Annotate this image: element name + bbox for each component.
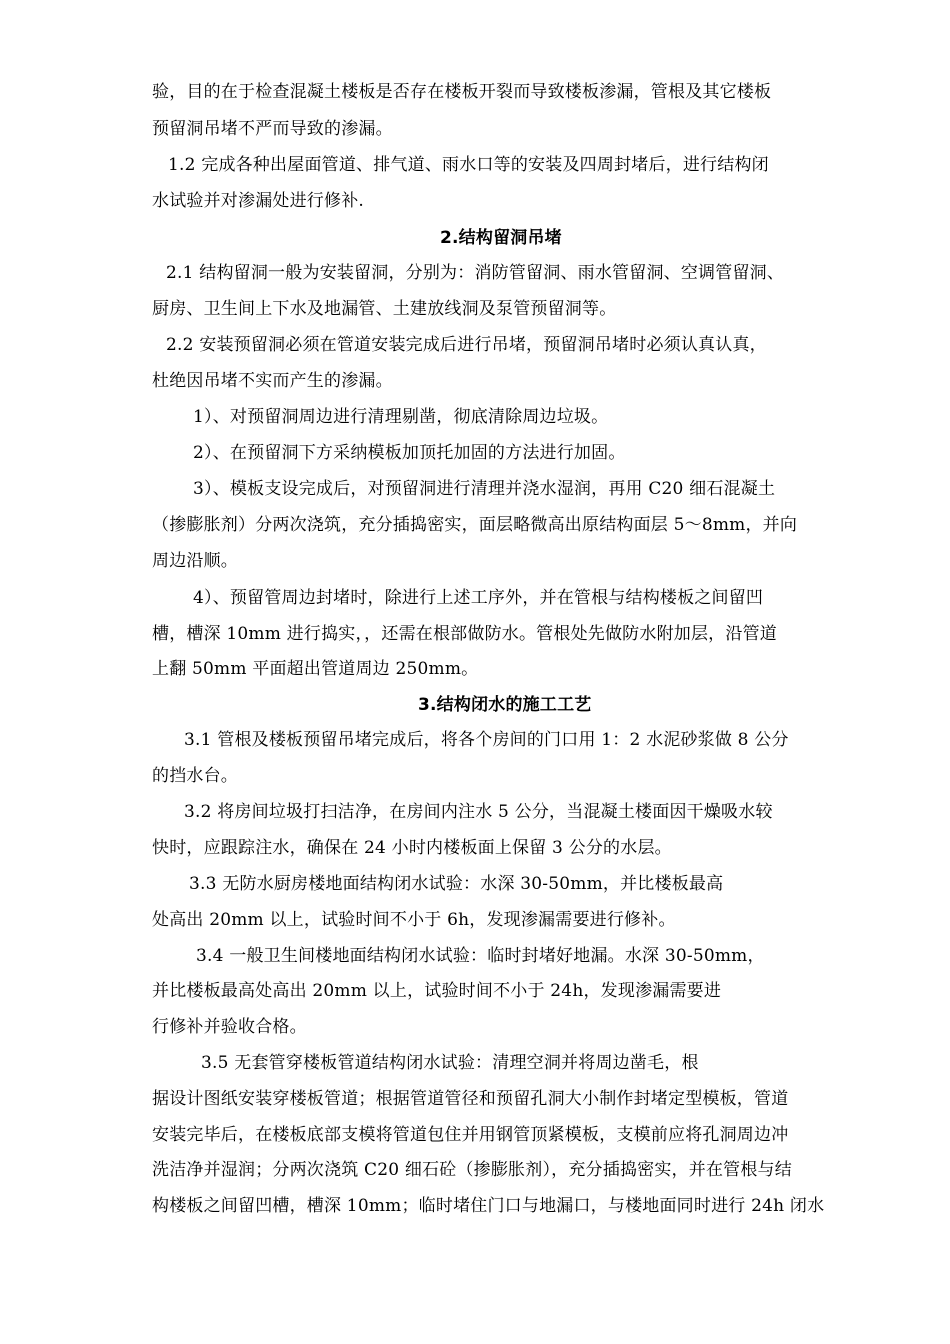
section-heading: 3.结构闭水的施工工艺 [418, 695, 592, 715]
text-line: 据设计图纸安装穿楼板管道；根据管道管径和预留孔洞大小制作封堵定型模板，管道 [152, 1089, 789, 1109]
list-item: 3）、模板支设完成后，对预留洞进行清理并浇水湿润，再用 C20 细石混凝土 [193, 479, 776, 499]
text-line: 2.1 结构留洞一般为安装留洞，分别为：消防管留洞、雨水管留洞、空调管留洞、 [166, 263, 785, 283]
text-line: 3.4 一般卫生间楼地面结构闭水试验：临时封堵好地漏。水深 30-50mm， [196, 946, 765, 966]
text-line: 槽，槽深 10mm 进行捣实，，还需在根部做防水。管根处先做防水附加层，沿管道 [152, 624, 777, 644]
text-line: 行修补并验收合格。 [152, 1017, 307, 1037]
list-item: 4）、预留管周边封堵时，除进行上述工序外，并在管根与结构楼板之间留凹 [193, 588, 764, 608]
text-line: 3.5 无套管穿楼板管道结构闭水试验：清理空洞并将周边凿毛，根 [201, 1053, 699, 1073]
text-line: 并比楼板最高处高出 20mm 以上，试验时间不小于 24h，发现渗漏需要进 [152, 981, 722, 1001]
text-line: 的挡水台。 [152, 766, 238, 786]
text-line: 杜绝因吊堵不实而产生的渗漏。 [152, 371, 393, 391]
text-line: 厨房、卫生间上下水及地漏管、土建放线洞及泵管预留洞等。 [152, 299, 617, 319]
text-line: 水试验并对渗漏处进行修补. [152, 191, 365, 211]
text-line: 3.3 无防水厨房楼地面结构闭水试验：水深 30-50mm，并比楼板最高 [189, 874, 724, 894]
text-line: 预留洞吊堵不严而导致的渗漏。 [152, 119, 393, 139]
text-line: 安装完毕后，在楼板底部支模将管道包住并用钢管顶紧模板，支模前应将孔洞周边冲 [152, 1125, 789, 1145]
text-line: （掺膨胀剂）分两次浇筑，充分插捣密实，面层略微高出原结构面层 5～8mm，并向 [152, 515, 798, 535]
text-line: 2.2 安装预留洞必须在管道安装完成后进行吊堵，预留洞吊堵时必须认真认真， [166, 335, 767, 355]
text-line: 3.1 管根及楼板预留吊堵完成后，将各个房间的门口用 1：2 水泥砂浆做 8 公分 [184, 730, 789, 750]
text-line: 周边沿顺。 [152, 551, 238, 571]
section-heading: 2.结构留洞吊堵 [440, 228, 562, 248]
text-line: 快时，应跟踪注水，确保在 24 小时内楼板面上保留 3 公分的水层。 [152, 838, 672, 858]
text-line: 验，目的在于检查混凝土楼板是否存在楼板开裂而导致楼板渗漏，管根及其它楼板 [152, 82, 772, 102]
text-line: 洗洁净并湿润；分两次浇筑 C20 细石砼（掺膨胀剂），充分插捣密实，并在管根与结 [152, 1160, 792, 1180]
text-line: 1.2 完成各种出屋面管道、排气道、雨水口等的安装及四周封堵后，进行结构闭 [168, 155, 769, 175]
list-item: 1）、对预留洞周边进行清理剔凿，彻底清除周边垃圾。 [193, 407, 609, 427]
text-line: 上翻 50mm 平面超出管道周边 250mm。 [152, 659, 479, 679]
text-line: 处高出 20mm 以上，试验时间不小于 6h，发现渗漏需要进行修补。 [152, 910, 676, 930]
list-item: 2）、在预留洞下方采纳模板加顶托加固的方法进行加固。 [193, 443, 626, 463]
text-line: 构楼板之间留凹槽，槽深 10mm；临时堵住门口与地漏口，与楼地面同时进行 24h 闭水 [152, 1196, 825, 1216]
text-line: 3.2 将房间垃圾打扫洁净，在房间内注水 5 公分，当混凝土楼面因干燥吸水较 [184, 802, 773, 822]
